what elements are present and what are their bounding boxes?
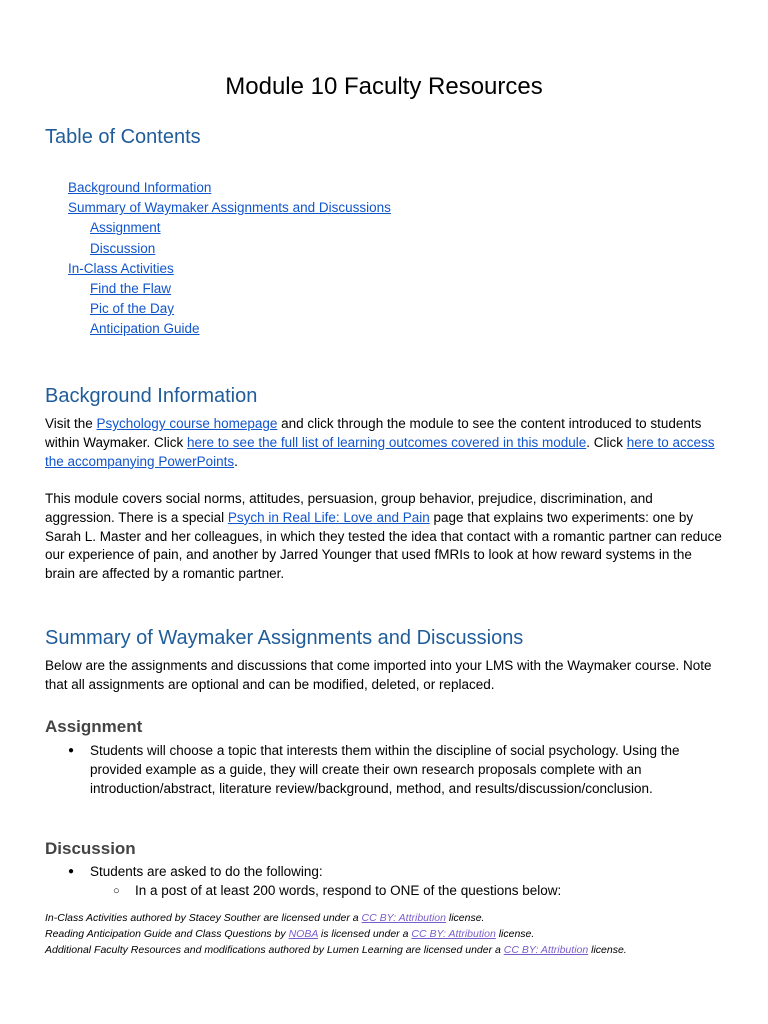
toc-link-in-class-activities[interactable]: In-Class Activities: [68, 260, 174, 276]
cc-by-link[interactable]: CC BY: Attribution: [411, 928, 496, 940]
text-run: license.: [445, 912, 485, 924]
license-footer: [45, 910, 735, 958]
love-and-pain-link[interactable]: Psych in Real Life: Love and Pain: [227, 509, 430, 525]
cc-by-link[interactable]: CC BY: Attribution: [503, 944, 589, 956]
powerpoints-link[interactable]: here to access the accompanying PowerPoints: [45, 434, 715, 469]
text-run: license.: [588, 944, 627, 956]
toc-link-background-information[interactable]: Background Information: [68, 180, 212, 195]
footer-line-3: [45, 942, 735, 958]
toc-link-anticipation-guide[interactable]: Anticipation Guide: [90, 321, 200, 337]
text-run: page that explains two experiments: one by Sarah L. Master and her colleagues, in which they tested the idea that contact with a romantic partner can reduce our experience of pain, and another by Jarred Younger that used fMRIs to look at how reward systems in the brain are affected by a romantic partner.: [45, 509, 722, 582]
toc-heading: Table of Contents: [45, 126, 201, 148]
learning-outcomes-link[interactable]: here to see the full list of learning outcomes covered in this module: [187, 434, 587, 450]
background-paragraph-1: [45, 415, 725, 471]
discussion-list: [45, 863, 725, 901]
list-item: ● Students will choose a topic that interests them within the discipline of social psychology. Using the provided example as a guide, they will create their own research proposals complete with an introduction/abstract, literature review/background, method, and results/discussion/conclusion.: [45, 742, 725, 798]
psychology-homepage-link[interactable]: Psychology course homepage: [96, 416, 278, 431]
toc-item-summary: [68, 198, 391, 218]
toc-item-pic-of-the-day: [68, 299, 391, 319]
list-item: [45, 863, 725, 901]
background-paragraph-2: [45, 490, 725, 584]
page-title: Module 10 Faculty Resources: [225, 73, 543, 100]
list-item: ○ In a post of at least 200 words, respond to ONE of the questions below:: [90, 882, 725, 901]
text-run: is licensed under a: [317, 928, 412, 940]
toc-item-assignment: [68, 218, 391, 238]
text-run: Reading Anticipation Guide and Class Questions by: [45, 928, 289, 940]
discussion-sub-list: [90, 882, 725, 901]
text-run: This module covers social norms, attitudes, persuasion, group behavior, prejudice, discrimination, and aggression. There is a special: [45, 491, 653, 525]
toc-item-discussion: [68, 239, 391, 259]
toc-item-anticipation-guide: [68, 319, 391, 339]
footer-line-2: [45, 926, 735, 942]
text-run: Additional Faculty Resources and modifications authored by Lumen Learning are licensed under a: [45, 944, 504, 956]
toc-link-find-the-flaw[interactable]: Find the Flaw: [90, 281, 172, 297]
toc-link-discussion[interactable]: Discussion: [90, 240, 156, 256]
text-run: In-Class Activities authored by Stacey Souther are licensed under a: [45, 912, 362, 924]
table-of-contents: [68, 178, 391, 340]
text-run: Students are asked to do the following:: [90, 864, 323, 879]
toc-item-find-the-flaw: [68, 279, 391, 299]
toc-link-pic-of-the-day[interactable]: Pic of the Day: [90, 301, 175, 317]
background-heading: Background Information: [45, 385, 258, 407]
discussion-heading: Discussion: [45, 839, 136, 858]
summary-heading: Summary of Waymaker Assignments and Discussions: [45, 627, 524, 649]
text-run: .: [234, 453, 238, 469]
toc-link-assignment[interactable]: Assignment: [90, 220, 161, 236]
assignment-heading: Assignment: [45, 717, 143, 736]
cc-by-link[interactable]: CC BY: Attribution: [361, 912, 446, 924]
noba-link[interactable]: NOBA: [288, 928, 318, 940]
text-run: and click through the module to see the content introduced to students within Waymaker. Click: [45, 416, 702, 450]
summary-intro: Below are the assignments and discussions that come imported into your LMS with the Waymaker course. Note that all assignments are optional and can be modified, deleted, or replaced.: [45, 658, 712, 692]
toc-item-in-class: [68, 259, 391, 279]
toc-item-background: [68, 178, 391, 198]
toc-link-summary[interactable]: Summary of Waymaker Assignments and Discussions: [68, 200, 391, 216]
text-run: license.: [495, 928, 535, 940]
assignment-list: [45, 742, 725, 798]
footer-line-1: [45, 910, 735, 926]
text-run: . Click: [586, 434, 627, 450]
text-run: Visit the: [45, 416, 97, 431]
